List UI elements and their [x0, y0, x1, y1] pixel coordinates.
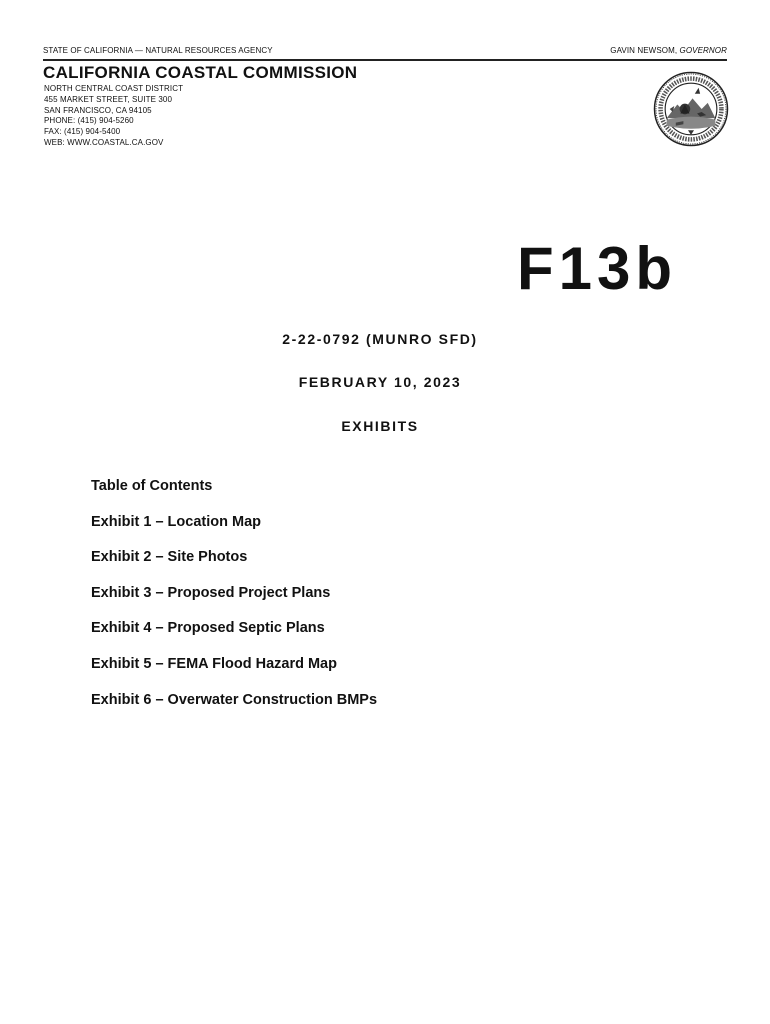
- toc-item-exhibit-6: Exhibit 6 – Overwater Construction BMPs: [91, 691, 378, 708]
- letterhead-rule: [43, 45, 727, 61]
- toc-item-exhibit-5: Exhibit 5 – FEMA Flood Hazard Map: [91, 655, 337, 672]
- toc-heading: Table of Contents: [91, 478, 213, 494]
- governor-title: GOVERNOR: [679, 46, 727, 55]
- web-address: WEB: WWW.COASTAL.CA.GOV: [44, 137, 164, 147]
- agency-label: STATE OF CALIFORNIA — NATURAL RESOURCES AGENCY: [43, 46, 273, 55]
- california-state-seal-icon: [653, 71, 729, 147]
- fax-number: FAX: (415) 904-5400: [44, 127, 121, 137]
- governor-name: GAVIN NEWSOM,: [610, 46, 680, 55]
- phone-number: PHONE: (415) 904-5260: [44, 116, 134, 126]
- street-address: 455 MARKET STREET, SUITE 300: [44, 94, 173, 104]
- organization-name: CALIFORNIA COASTAL COMMISSION: [43, 63, 358, 82]
- table-of-contents: [91, 478, 377, 727]
- governor-label: [610, 46, 727, 55]
- contact-block: [44, 84, 183, 149]
- district-name: NORTH CENTRAL COAST DISTRICT: [44, 84, 184, 93]
- hearing-date: FEBRUARY 10, 2023: [298, 374, 462, 390]
- toc-item-exhibit-4: Exhibit 4 – Proposed Septic Plans: [91, 620, 325, 637]
- application-number: 2-22-0792 (MUNRO SFD): [282, 331, 478, 347]
- city-address: SAN FRANCISCO, CA 94105: [44, 105, 152, 115]
- toc-item-exhibit-2: Exhibit 2 – Site Photos: [91, 549, 248, 566]
- toc-item-exhibit-3: Exhibit 3 – Proposed Project Plans: [91, 584, 331, 601]
- toc-item-exhibit-1: Exhibit 1 – Location Map: [91, 513, 261, 530]
- section-title: EXHIBITS: [341, 418, 419, 434]
- agenda-item-code: F13b: [517, 235, 678, 302]
